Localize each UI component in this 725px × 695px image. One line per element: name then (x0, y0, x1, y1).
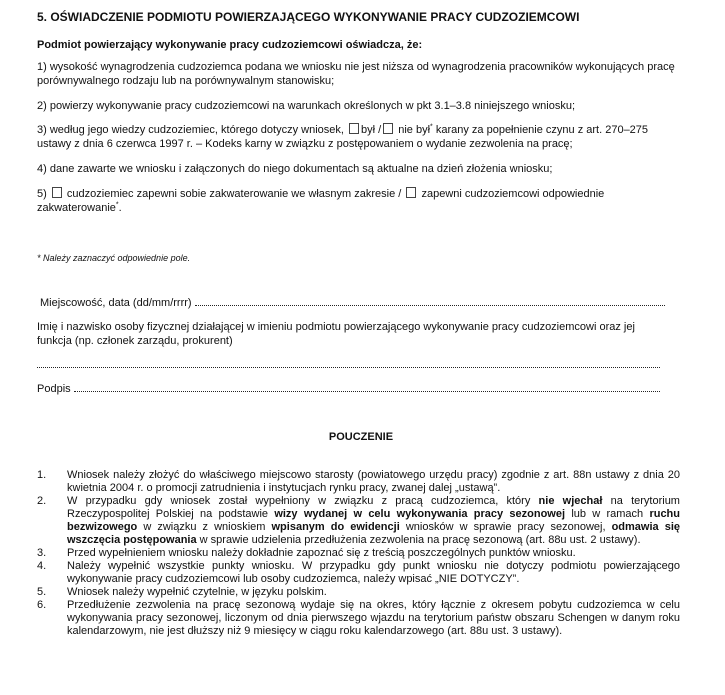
place-date-label: Miejscowość, data (dd/mm/rrrr) (40, 297, 192, 309)
statement-5-num: 5) (37, 188, 47, 200)
statement-3-text-d: karany za popełnienie czynu z art. 270–275 ustawy z dnia 6 czerwca 1997 r. – Kodeks karny w związku z postępowaniem o wydanie zezwolenia na pracę; (37, 124, 649, 150)
bold-run: wpisanym do ewidencji (271, 521, 400, 533)
text-run: W przypadku gdy wniosek został wypełniony w związku z pracą cudzoziemca, który (67, 495, 531, 507)
instruction-number: 1. (37, 469, 47, 481)
place-date-line (40, 296, 665, 310)
instruction-text: Przed wypełnieniem wniosku należy dokładnie zapoznać się z treścią poszczególnych punktów wniosku. (67, 547, 576, 559)
instruction-text (67, 495, 680, 547)
text-run: w sprawie udzielenia przedłużenia zezwolenia na pracę sezonową (art. 88u ust. 2 ustawy). (199, 534, 641, 546)
statement-3 (37, 123, 685, 151)
statement-1: 1) wysokość wynagrodzenia cudzoziemca podana we wniosku nie jest niższa od wynagrodzenia pracowników wykonujących pracę porównywalnego rodzaju lub na porównywalnym stanowisku; (37, 61, 675, 87)
instruction-item (37, 547, 680, 560)
text-run: na terytorium Rzeczypospolitej Polskiej na podstawie (67, 495, 680, 520)
section-title: 5. OŚWIADCZENIE PODMIOTU POWIERZAJĄCEGO WYKONYWANIE PRACY CUDZOZIEMCOWI (37, 10, 580, 24)
option-provided-accommodation-label: zapewni cudzoziemcowi odpowiednie zakwaterowanie (37, 188, 605, 214)
instruction-text: Wniosek należy złożyć do właściwego miejscowo starosty (powiatowego urzędu pracy) zgodnie z art. 88n ustawy z dnia 20 kwietnia 2004 r. o promocji zatrudnienia i instytucjach rynku pracy, zwanej dalej „ustawą”. (67, 469, 680, 494)
instruction-text: Przedłużenie zezwolenia na pracę sezonową wydaje się na okres, który łącznie z okresem pobytu cudzoziemca w celu wykonywania pracy sezonowej, liczonym od dnia pierwszego wjazdu na terytorium państw obszaru Schengen w danym roku kalendarzowym, nie jest dłuższy niż 9 miesięcy w ciągu roku kalendarzowego (art. 88u ust. 3 ustawy). (67, 599, 680, 637)
instruction-item (37, 599, 680, 638)
statement-5 (37, 187, 685, 215)
checkbox-byl[interactable] (349, 123, 359, 134)
instruction-number: 2. (37, 495, 47, 507)
name-function-line (37, 358, 660, 368)
footnote-note: * Należy zaznaczyć odpowiednie pole. (37, 253, 191, 263)
statement-3-text-a: 3) według jego wiedzy cudzoziemiec, którego dotyczy wniosek, (37, 124, 344, 136)
footnote-marker: * (115, 201, 119, 209)
option-byl-label: był / (361, 124, 382, 136)
period: . (118, 202, 122, 214)
signature-field[interactable] (74, 382, 660, 392)
name-function-label: Imię i nazwisko osoby fizycznej działającej w imieniu podmiotu powierzającego wykonywanie pracy cudzoziemcowi oraz jej funkcja (np. członek zarządu, prokurent) (37, 321, 635, 347)
instruction-item (37, 469, 680, 495)
instruction-item (37, 495, 680, 547)
bold-run: odmawia się wszczęcia postępowania (67, 521, 680, 546)
bold-run: nie wjechał (538, 495, 603, 507)
declaration-lead: Podmiot powierzający wykonywanie pracy cudzoziemcowi oświadcza, że: (37, 39, 423, 51)
option-nie-byl-label: nie był (398, 124, 431, 136)
statement-2: 2) powierzy wykonywanie pracy cudzoziemcowi na warunkach określonych w pkt 3.1–3.8 niniejszego wniosku; (37, 100, 576, 112)
name-function-field[interactable] (37, 358, 660, 368)
checkbox-nie-byl[interactable] (383, 123, 393, 134)
instructions-list (37, 469, 680, 638)
bold-run: wizy wydanej w celu wykonywania pracy sezonowej (274, 508, 566, 520)
bold-run: ruchu bezwizowego (67, 508, 680, 533)
instruction-number: 4. (37, 560, 47, 572)
checkbox-own-accommodation[interactable] (52, 187, 62, 198)
instruction-number: 3. (37, 547, 47, 559)
instruction-text: Należy wypełnić wszystkie punkty wniosku. W przypadku gdy punkt wniosku nie dotyczy podmiotu powierzającego wykonywanie pracy cudzoziemcowi lub osoby cudzoziemca, należy wpisać „NIE DOTYCZY”. (67, 560, 680, 585)
instruction-item (37, 586, 680, 599)
instruction-number: 5. (37, 586, 47, 598)
text-run: lub w ramach (571, 508, 644, 520)
signature-line (37, 382, 660, 396)
option-own-accommodation-label: cudzoziemiec zapewni sobie zakwaterowanie we własnym zakresie / (66, 188, 402, 200)
instruction-text: Wniosek należy wypełnić czytelnie, w języku polskim. (67, 586, 327, 598)
text-run: wniosków w sprawie pracy sezonowej, (405, 521, 606, 533)
instruction-item (37, 560, 680, 586)
text-run: w związku z wnioskiem (143, 521, 266, 533)
signature-label: Podpis (37, 383, 71, 395)
statement-4: 4) dane zawarte we wniosku i załączonych do niego dokumentach są aktualne na dzień złożenia wniosku; (37, 163, 553, 175)
instruction-number: 6. (37, 599, 47, 611)
checkbox-provided-accommodation[interactable] (406, 187, 416, 198)
instructions-title: POUCZENIE (328, 431, 394, 443)
place-date-field[interactable] (195, 296, 665, 306)
footnote-marker: * (430, 123, 433, 131)
